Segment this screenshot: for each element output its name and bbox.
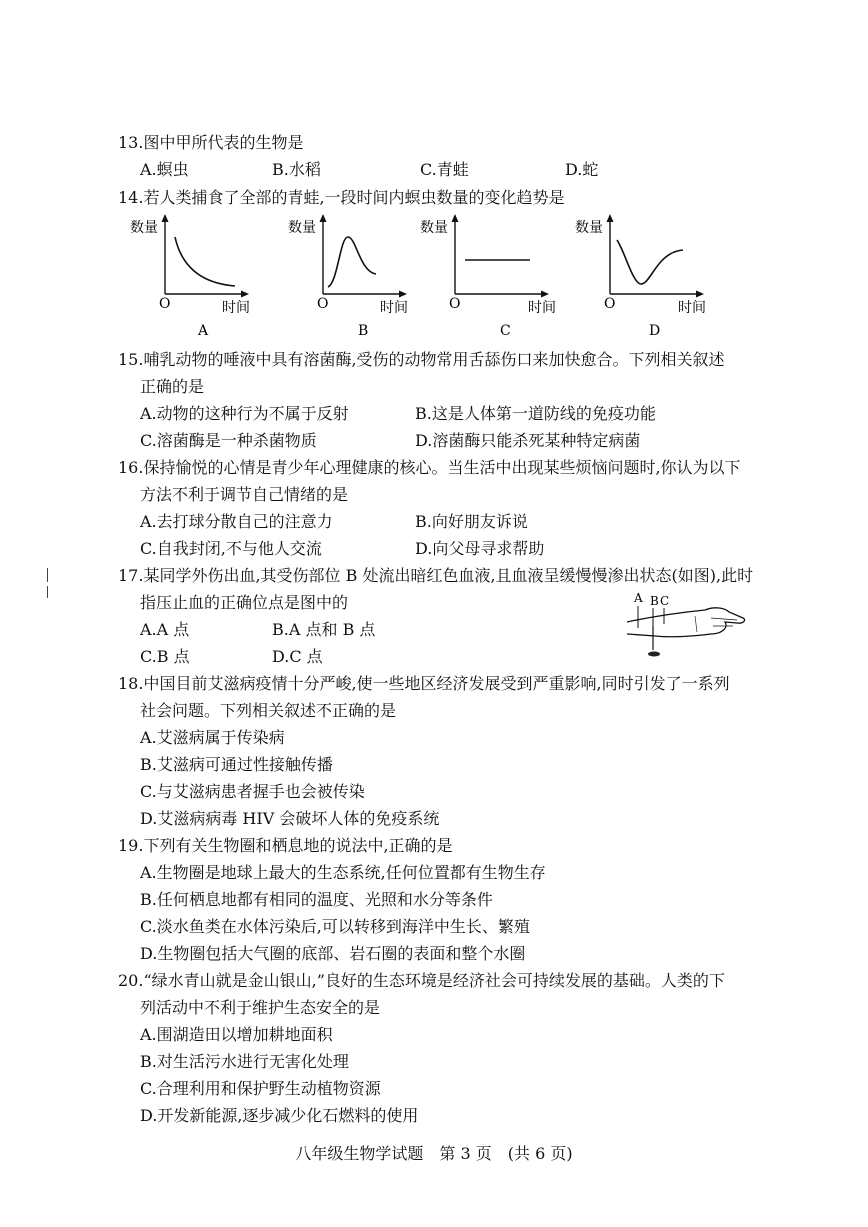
margin-mark (47, 586, 48, 598)
q19-option-c: C.淡水鱼类在水体污染后,可以转移到海洋中生长、繁殖 (140, 917, 530, 936)
q19-option-d: D.生物圈包括大气圈的底部、岩石圈的表面和整个水圈 (140, 944, 526, 963)
q19-option-a: A.生物圈是地球上最大的生态系统,任何位置都有生物生存 (140, 863, 546, 882)
page-footer: 八年级生物学试题 第 3 页 (共 6 页) (295, 1144, 573, 1163)
figure-label-a: A (634, 591, 643, 605)
q14-stem: 14.若人类捕食了全部的青蛙,一段时间内螟虫数量的变化趋势是 (118, 188, 565, 207)
figure-label-c: C (660, 594, 670, 608)
graph-b (288, 212, 428, 337)
q17-stem-line2: 指压止血的正确位点是图中的 (140, 593, 349, 612)
q16-option-a: A.去打球分散自己的注意力 (140, 512, 333, 531)
q15-option-d: D.溶菌酶只能杀死某种特定病菌 (415, 431, 641, 450)
graph-x-label: 时间 (678, 300, 706, 316)
q13-stem: 13.图中甲所代表的生物是 (118, 133, 304, 152)
graph-y-label: 数量 (288, 220, 316, 236)
q18-stem-line2: 社会问题。下列相关叙述不正确的是 (140, 701, 397, 720)
q19-stem: 19.下列有关生物圈和栖息地的说法中,正确的是 (118, 836, 453, 855)
q15-stem-line1: 15.哺乳动物的唾液中具有溶菌酶,受伤的动物常用舌舔伤口来加快愈合。下列相关叙述 (118, 350, 725, 369)
q18-option-d: D.艾滋病病毒 HIV 会破坏人体的免疫系统 (140, 809, 440, 828)
graph-y-label: 数量 (575, 220, 603, 236)
q20-option-c: C.合理利用和保护野生动植物资源 (140, 1079, 381, 1098)
q18-option-b: B.艾滋病可通过性接触传播 (140, 755, 333, 774)
q20-option-d: D.开发新能源,逐步减少化石燃料的使用 (140, 1106, 419, 1125)
q17-option-c: C.B 点 (140, 647, 190, 666)
q13-option-b: B.水稻 (272, 160, 321, 179)
q13-option-a: A.螟虫 (140, 160, 189, 179)
graph-letter-b: B (358, 323, 369, 339)
q13-option-c: C.青蛙 (420, 160, 469, 179)
q16-option-c: C.自我封闭,不与他人交流 (140, 539, 322, 558)
q13-option-d: D.蛇 (565, 160, 599, 179)
q19-option-b: B.任何栖息地都有相同的温度、光照和水分等条件 (140, 890, 493, 909)
q16-stem-line2: 方法不利于调节自己情绪的是 (140, 485, 349, 504)
q16-option-d: D.向父母寻求帮助 (415, 539, 545, 558)
graph-a (130, 212, 270, 337)
q17-stem-line1: 17.某同学外伤出血,其受伤部位 B 处流出暗红色血液,且血液呈缓慢慢渗出状态(如图),此时 (118, 566, 754, 585)
graph-letter-a: A (198, 323, 209, 339)
q15-option-c: C.溶菌酶是一种杀菌物质 (140, 431, 317, 450)
q18-stem-line1: 18.中国目前艾滋病疫情十分严峻,使一些地区经济发展受到严重影响,同时引发了一系列 (118, 674, 730, 693)
q20-stem-line1: 20.“绿水青山就是金山银山,”良好的生态环境是经济社会可持续发展的基础。人类的下 (118, 971, 725, 990)
q18-option-c: C.与艾滋病患者握手也会被传染 (140, 782, 365, 801)
figure-label-b: B (650, 594, 659, 608)
q18-option-a: A.艾滋病属于传染病 (140, 728, 285, 747)
graph-c (420, 212, 565, 337)
graph-origin: O (449, 296, 461, 312)
q15-option-b: B.这是人体第一道防线的免疫功能 (415, 404, 656, 423)
graph-letter-c: C (500, 323, 511, 339)
graph-x-label: 时间 (380, 300, 408, 316)
graph-d (575, 212, 720, 337)
q15-stem-line2: 正确的是 (140, 377, 205, 396)
q17-arm-figure (625, 588, 750, 668)
graph-y-label: 数量 (130, 220, 158, 236)
q17-option-b: B.A 点和 B 点 (272, 620, 376, 639)
graph-x-label: 时间 (222, 300, 250, 316)
graph-origin: O (604, 296, 616, 312)
graph-letter-d: D (649, 323, 661, 339)
graph-y-label: 数量 (420, 220, 448, 236)
q20-option-b: B.对生活污水进行无害化处理 (140, 1052, 349, 1071)
q20-option-a: A.围湖造田以增加耕地面积 (140, 1025, 333, 1044)
q15-option-a: A.动物的这种行为不属于反射 (140, 404, 349, 423)
q17-option-d: D.C 点 (272, 647, 323, 666)
q16-option-b: B.向好朋友诉说 (415, 512, 528, 531)
q16-stem-line1: 16.保持愉悦的心情是青少年心理健康的核心。当生活中出现某些烦恼问题时,你认为以下 (118, 458, 741, 477)
graph-origin: O (317, 296, 329, 312)
q20-stem-line2: 列活动中不利于维护生态安全的是 (140, 998, 381, 1017)
margin-mark (47, 568, 48, 582)
graph-x-label: 时间 (528, 300, 556, 316)
q17-option-a: A.A 点 (140, 620, 190, 639)
graph-origin: O (159, 296, 171, 312)
